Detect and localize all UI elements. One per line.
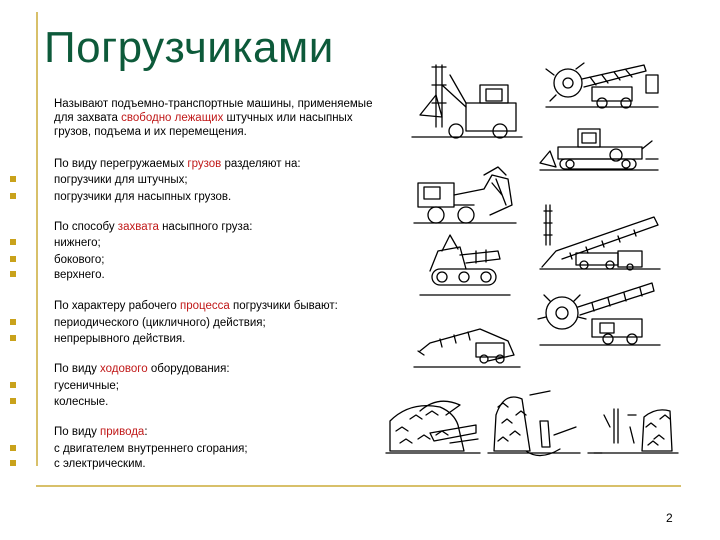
bullet-icon bbox=[10, 460, 16, 466]
bullet-icon bbox=[10, 398, 16, 404]
mast-loader-drawing bbox=[412, 65, 522, 138]
page-number: 2 bbox=[666, 511, 673, 525]
bullet-icon bbox=[10, 193, 16, 199]
boom-loader-drawing bbox=[420, 235, 510, 295]
loader-illustrations bbox=[380, 55, 680, 465]
intro-paragraph: Называют подъемно-транспортные машины, применяемые для захвата свободно лежащих штучных или насыпных грузов, подъема и их перемещения. bbox=[54, 98, 373, 138]
section-heading: По способу захвата насыпного груза: bbox=[54, 221, 253, 233]
left-rule bbox=[36, 12, 38, 466]
rotor-loader-drawing bbox=[538, 283, 660, 345]
bottom-grab-diagram bbox=[488, 391, 580, 456]
bullet-icon bbox=[10, 319, 16, 325]
bullet-icon bbox=[10, 239, 16, 245]
section-heading: По виду привода: bbox=[54, 426, 148, 438]
bullet-icon bbox=[10, 382, 16, 388]
front-loader-drawing bbox=[414, 167, 516, 223]
conveyor-loader-drawing bbox=[540, 205, 660, 270]
bucket-wheel-loader-drawing bbox=[546, 63, 658, 108]
section-heading: По виду перегружаемых грузов разделяют на: bbox=[54, 158, 301, 170]
section-heading: По характеру рабочего процесса погрузчики бывают: bbox=[54, 300, 338, 312]
bullet-icon bbox=[10, 271, 16, 277]
section-heading: По виду ходового оборудования: bbox=[54, 363, 230, 375]
bottom-rule bbox=[36, 485, 681, 487]
top-grab-diagram bbox=[588, 409, 678, 453]
bullet-icon bbox=[10, 445, 16, 451]
bullet-icon bbox=[10, 256, 16, 262]
slide-title: Погрузчиками bbox=[44, 23, 334, 72]
slope-loader-drawing bbox=[414, 329, 520, 367]
side-grab-diagram bbox=[386, 401, 480, 453]
crawler-loader-drawing bbox=[540, 129, 658, 170]
bullet-icon bbox=[10, 176, 16, 182]
bullet-icon bbox=[10, 335, 16, 341]
